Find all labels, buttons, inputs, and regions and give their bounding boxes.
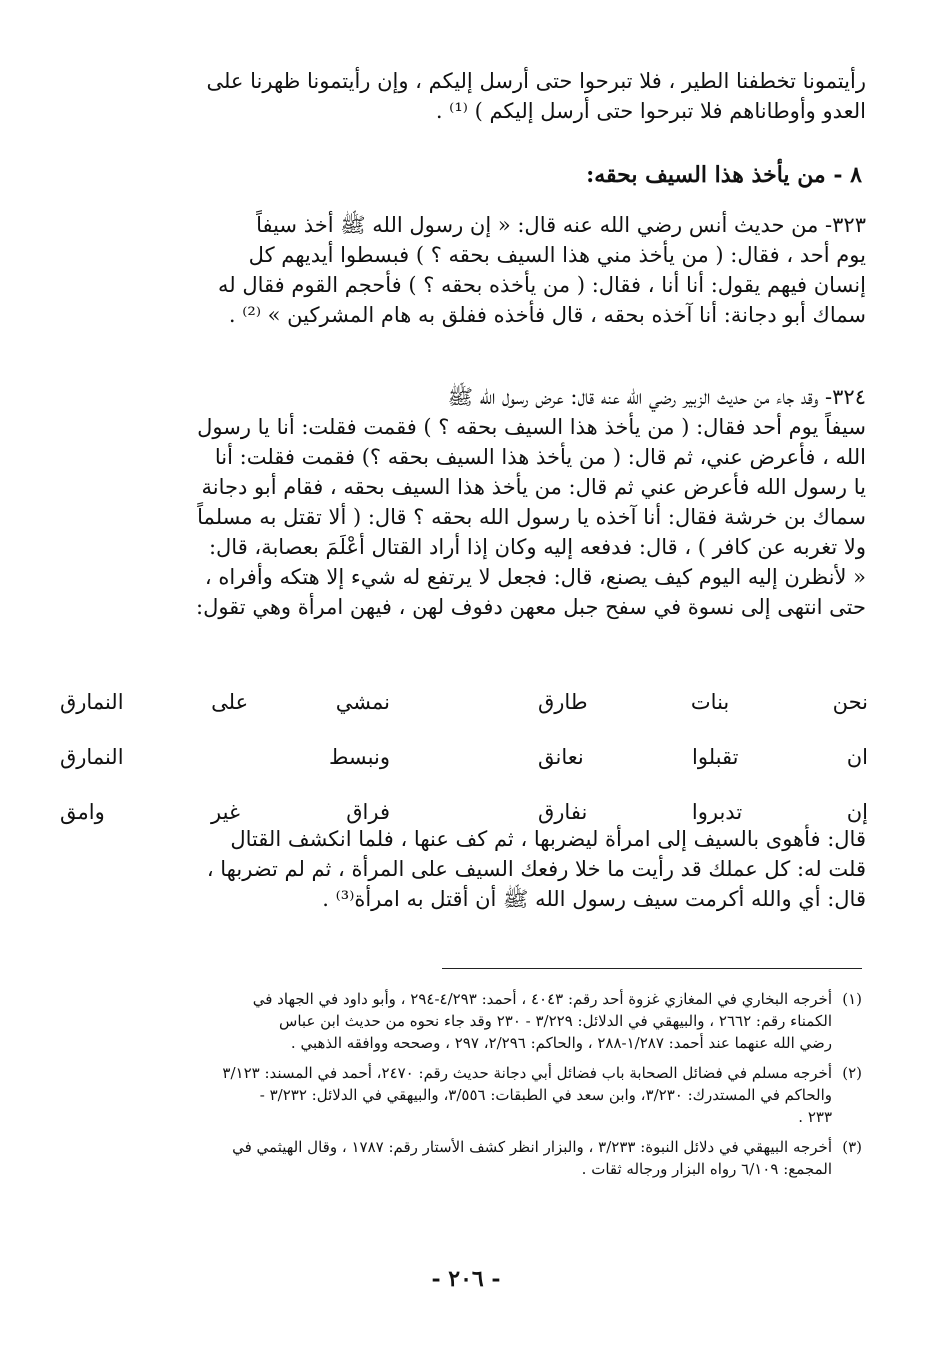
footnote-line: المجمع: ٦/١٠٩ رواه البزار ورجاله ثقات .	[581, 1160, 832, 1178]
text-line: قال: أي والله أكرمت سيف رسول الله ﷺ أن أقتل به امرأة⁽³⁾ .	[322, 887, 866, 911]
footnote	[56, 1136, 862, 1180]
hadith-323-paragraph	[50, 210, 866, 330]
footnote-number: (٣)	[842, 1138, 862, 1156]
text-line: رأيتمونا تخطفنا الطير ، فلا تبرحوا حتى أرسل إليكم ، وإن رأيتمونا ظهرنا على	[206, 69, 866, 93]
poem-second-hemistich: ونبسط النمارق	[60, 744, 390, 769]
poem-first-hemistich: نحن بنات طارق	[538, 689, 868, 714]
footnote-line: ٢٣٣ .	[798, 1108, 832, 1126]
text-line: ٣٢٣- من حديث أنس رضي الله عنه قال: « إن رسول الله ﷺ أخذ سيفاً	[256, 213, 866, 237]
section-heading: ٨ - من يأخذ هذا السيف بحقه:	[586, 162, 862, 188]
page-number: - ٢٠٦ -	[431, 1266, 501, 1292]
footnote-line: أخرجه البخاري في المغازي غزوة أحد رقم: ٤٠٤٣ ، أحمد: ٤/٢٩٣-٢٩٤ ، وأبو داود في الجهاد في	[252, 990, 832, 1008]
text-line: سماك بن خرشة فقال: أنا آخذه يا رسول الله بحقه ؟ قال: ( ألا تقتل به مسلماً	[197, 505, 866, 529]
poem-first-hemistich: ان تقبلوا نعانق	[538, 744, 868, 769]
text-line: يا رسول الله فأعرض عني ثم قال: من يأخذ هذا السيف بحقه ، فقام أبو دجانة	[201, 475, 866, 499]
text-line: الله ، فأعرض عني، ثم قال: ( من يأخذ هذا السيف بحقه ؟) فقمت فقلت: أنا	[214, 445, 866, 469]
footnote-line: والحاكم في المستدرك: ٣/٢٣٠، وابن سعد في الطبقات: ٣/٥٥٦، والبيهقي في الدلائل: ٣/٢٣٢ -	[259, 1086, 832, 1104]
poem-verse	[60, 729, 868, 784]
footnote-number: (١)	[842, 990, 862, 1008]
text-line: « لأنظرن إليه اليوم كيف يصنع، قال: فجعل لا يرتفع له شيء إلا هتكه وأفراه ،	[204, 565, 866, 589]
text-line: ٣٢٤- وقد جاء من حديث الزبير رضي الله عنه قال: عرض رسول الله ﷺ	[447, 385, 866, 409]
footnote-number: (٢)	[842, 1064, 862, 1082]
text-line: حتى انتهى إلى نسوة في سفح جبل معهن دفوف لهن ، فيهن امرأة وهي تقول:	[196, 595, 866, 619]
text-line: إنسان فيهم يقول: أنا أنا ، فقال: ( من يأخذه بحقه ؟ ) فأحجم القوم فقال له	[218, 273, 866, 297]
text-line: ولا تغربه عن كافر ) ، قال: فدفعه إليه وكان إذا أراد القتال أعْلَمَ بعصابة، قال:	[208, 535, 866, 559]
footnote-line: أخرجه مسلم في فضائل الصحابة باب فضائل أبي دجانة حديث رقم: ٢٤٧٠، أحمد في المسند: ٣/١٢٣	[222, 1064, 832, 1082]
footnote-line: رضي الله عنهما عند أحمد: ١/٢٨٧-٢٨٨ ، والحاكم: ٢/٢٩٦، ٢٩٧ ، وصححه ووافقه الذهبي .	[290, 1034, 832, 1052]
poem-second-hemistich: فراق غير وامق	[60, 799, 390, 824]
poem-first-hemistich: إن تدبروا نفارق	[538, 799, 868, 824]
text-line: قلت له: كل عملك قد رأيت ما خلا رفعك السيف على المرأة ، ثم لم تضربها ،	[206, 857, 866, 881]
footnote-divider	[442, 968, 862, 969]
text-line: سيفاً يوم أحد فقال: ( من يأخذ هذا السيف بحقه ؟ ) فقمت فقلت: أنا يا رسول	[197, 415, 866, 439]
hadith-324-paragraph	[50, 382, 866, 622]
text-line: يوم أحد ، فقال: ( من يأخذ مني هذا السيف بحقه ؟ ) فبسطوا أيديهم كل	[248, 243, 866, 267]
footnotes	[56, 988, 862, 1188]
footnote-line: الكمناء رقم: ٢٦٦٢ ، والبيهقي في الدلائل: ٣/٢٢٩ - ٢٣٠ وقد جاء نحوه من حديث ابن عباس	[279, 1012, 832, 1030]
footnote	[56, 1062, 862, 1128]
poem-second-hemistich: نمشي على النمارق	[60, 689, 390, 714]
footnote-line: أخرجه البيهقي في دلائل النبوة: ٣/٢٣٣ ، والبزار انظر كشف الأستار رقم: ١٧٨٧ ، وقال الهيثمي في	[232, 1138, 832, 1156]
text-line: قال: فأهوى بالسيف إلى امرأة ليضربها ، ثم كف عنها ، فلما انكشف القتال	[230, 827, 866, 851]
text-line: سماك أبو دجانة: أنا آخذه بحقه ، قال فأخذه ففلق به هام المشركين » ⁽²⁾ .	[228, 303, 866, 327]
poem-verse	[60, 674, 868, 729]
footnote	[56, 988, 862, 1054]
text-line: العدو وأوطاناهم فلا تبرحوا حتى أرسل إليكم ) ⁽¹⁾ .	[435, 99, 866, 123]
poem	[60, 674, 868, 839]
closing-paragraph	[50, 824, 866, 914]
intro-paragraph	[50, 66, 866, 126]
